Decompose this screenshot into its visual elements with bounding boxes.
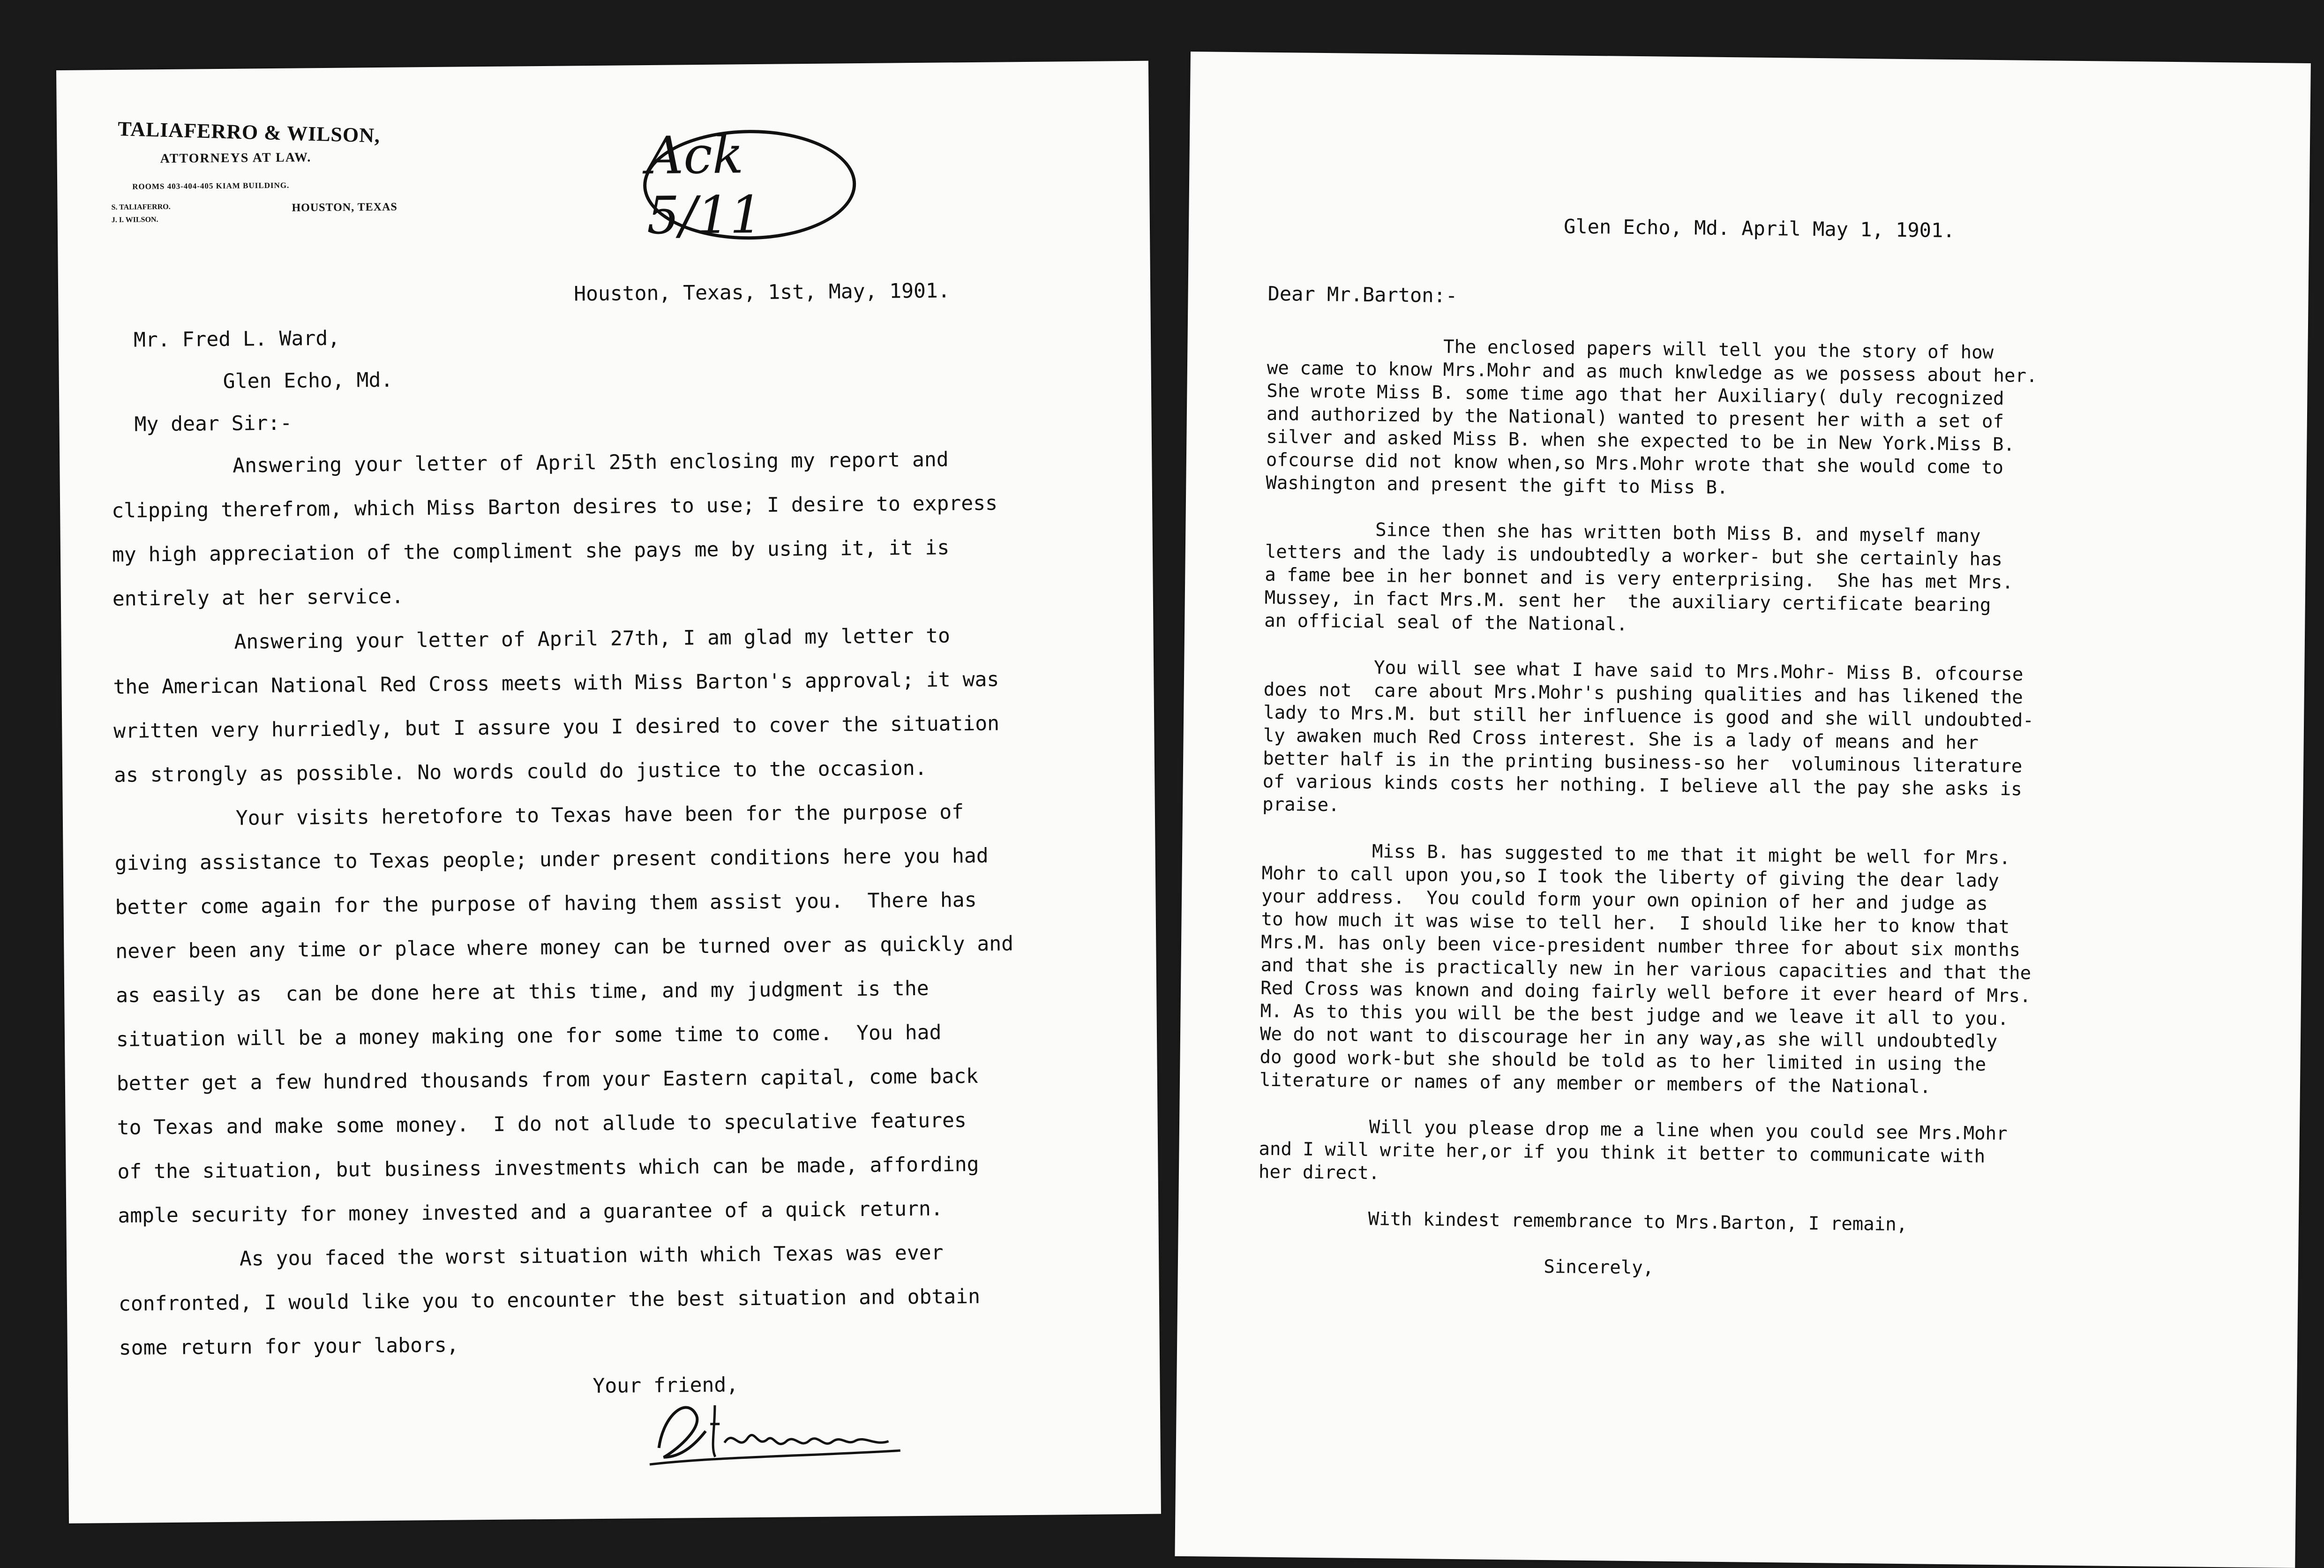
right-body-line: literature or names of any member or members of the National. [1259,1069,1931,1098]
right-body-line: your address. You could form your own opinion of her and judge as [1261,885,1988,915]
left-letter-page [56,61,1161,1523]
left-body-line: better get a few hundred thousands from your Eastern capital, come back [116,1064,979,1095]
acknowledged-stamp: Ack 5/11 [643,129,856,240]
right-body-line: and I will write her,or if you think it better to communicate with [1259,1138,1986,1167]
left-body-line: to Texas and make some money. I do not allude to speculative features [117,1109,967,1140]
right-body-line: M. As to this you will be the best judge and we leave it all to you. [1260,1000,2009,1030]
right-body-line: and authorized by the National) wanted to present her with a set of [1266,403,2004,433]
right-letter-body [1258,334,2038,1283]
signature-image [645,1385,908,1471]
right-body-line: Mussey, in fact Mrs.M. sent her the auxiliary certificate bearing [1264,587,1991,616]
right-body-line: Mohr to call upon you,so I took the liberty of giving the dear lady [1261,863,1999,892]
right-body-line: Will you please drop me a line when you could see Mrs.Mohr [1259,1115,2008,1145]
addressee-line-1: Mr. Fred L. Ward, [133,326,340,352]
right-body-line: Washington and present the gift to Miss B. [1266,472,1728,499]
right-body-line: we came to know Mrs.Mohr and as much knwledge as we possess about her. [1267,357,2038,387]
salutation: My dear Sir:- [134,411,292,436]
left-body-line: written very hurriedly, but I assure you I desired to cover the situation [113,712,1000,743]
right-body-line: a fame bee in her bonnet and is very enterprising. She has met Mrs. [1265,564,2014,593]
right-body-line: silver and asked Miss B. when she expected to be in New York.Miss B. [1266,426,2015,456]
right-body-line: of various kinds costs her nothing. I believe all the pay she asks is [1262,771,2022,800]
left-body-line: better come again for the purpose of having them assist you. There has [115,888,977,919]
right-body-line: ofcourse did not know when,so Mrs.Mohr wrote that she would come to [1266,449,2004,479]
right-body-line: Sincerely, [1257,1253,1654,1279]
right-body-line: We do not want to discourage her in any way,as she will undoubtedly [1259,1023,1998,1053]
letter-date: Houston, Texas, 1st, May, 1901. [573,279,950,306]
right-body-line: Red Cross was known and doing fairly well before it ever heard of Mrs. [1260,977,2031,1007]
right-dateline: Glen Echo, Md. April May 1, 1901. [1563,215,1955,242]
right-body-line: With kindest remembrance to Mrs.Barton, I remain, [1258,1207,1908,1236]
right-body-line: better half is in the printing business-so her voluminous literature [1262,748,2023,777]
left-body-line: Answering your letter of April 27th, I am glad my letter to [112,624,951,655]
right-salutation: Dear Mr.Barton:- [1267,282,1458,307]
left-body-line: situation will be a money making one for some time to come. You had [116,1020,942,1051]
right-body-line: Mrs.M. has only been vice-president number three for about six months [1260,931,2021,961]
right-body-line: her direct. [1258,1161,1380,1184]
closing: Your friend, [592,1373,739,1398]
right-body-line: and that she is practically new in her various capacities and that the [1260,954,2032,984]
left-body-line: confronted, I would like you to encounter the best situation and obtain [118,1284,981,1316]
right-body-line: She wrote Miss B. some time ago that her Auxiliary( duly recognized [1267,380,2004,410]
right-body-line: ly awaken much Red Cross interest. She is a lady of means and her [1263,725,1979,754]
right-body-line: letters and the lady is undoubtedly a worker- but she certainly has [1265,541,2003,570]
left-body-line: as strongly as possible. No words could do justice to the occasion. [113,756,927,787]
left-body-line: some return for your labors, [119,1333,459,1360]
left-body-line: of the situation, but business investments which can be made, affording [117,1152,979,1184]
letterhead-rooms: ROOMS 403-404-405 KIAM BUILDING. [132,180,290,191]
left-body-line: giving assistance to Texas people; under present conditions here you had [114,844,989,875]
left-body-line: my high appreciation of the compliment she pays me by using it, it is [112,536,950,567]
right-letter-page [1175,52,2310,1568]
right-body-line: does not care about Mrs.Mohr's pushing qualities and has likened the [1263,679,2024,708]
left-body-line: never been any time or place where money can be turned over as quickly and [115,932,1014,963]
right-body-line: You will see what I have said to Mrs.Mohr- Miss B. ofcourse [1264,656,2024,685]
left-body-line: Your visits heretofore to Texas have been for the purpose of [114,800,964,831]
left-body-line: Answering your letter of April 25th enclosing my report and [111,448,949,479]
left-body-line: as easily as can be done here at this time, and my judgment is the [116,976,929,1007]
letter-body [111,437,1017,1370]
left-body-line: entirely at her service. [112,585,404,611]
right-body-line: to how much it was wise to tell her. I should like her to know that [1261,908,2010,938]
left-body-line: ample security for money invested and a guarantee of a quick return. [118,1197,943,1228]
letterhead-city: HOUSTON, TEXAS [292,201,397,214]
letterhead-subtitle: ATTORNEYS AT LAW. [160,150,312,166]
addressee-line-2: Glen Echo, Md. [223,368,393,393]
letterhead-partner-1: S. TALIAFERRO. [111,203,171,211]
letterhead-firm-name: TALIAFERRO & WILSON, [117,117,381,147]
letterhead-partner-2: J. I. WILSON. [111,216,158,224]
right-body-line: do good work-but she should be told as to her limited in using the [1259,1046,1987,1075]
left-body-line: clipping therefrom, which Miss Barton desires to use; I desire to express [111,491,998,523]
right-body-line: Since then she has written both Miss B. and myself many [1265,518,1981,547]
left-body-line: the American National Red Cross meets with Miss Barton's approval; it was [113,668,999,699]
left-body-line: As you faced the worst situation with which Texas was ever [118,1241,944,1272]
right-body-line: praise. [1262,794,1340,816]
right-body-line: Miss B. has suggested to me that it might be well for Mrs. [1261,840,2010,869]
right-body-line: The enclosed papers will tell you the story of how [1267,334,1994,363]
right-body-line: lady to Mrs.M. but still her influence is good and she will undoubted- [1263,702,2034,731]
right-body-line: an official seal of the National. [1264,610,1628,635]
